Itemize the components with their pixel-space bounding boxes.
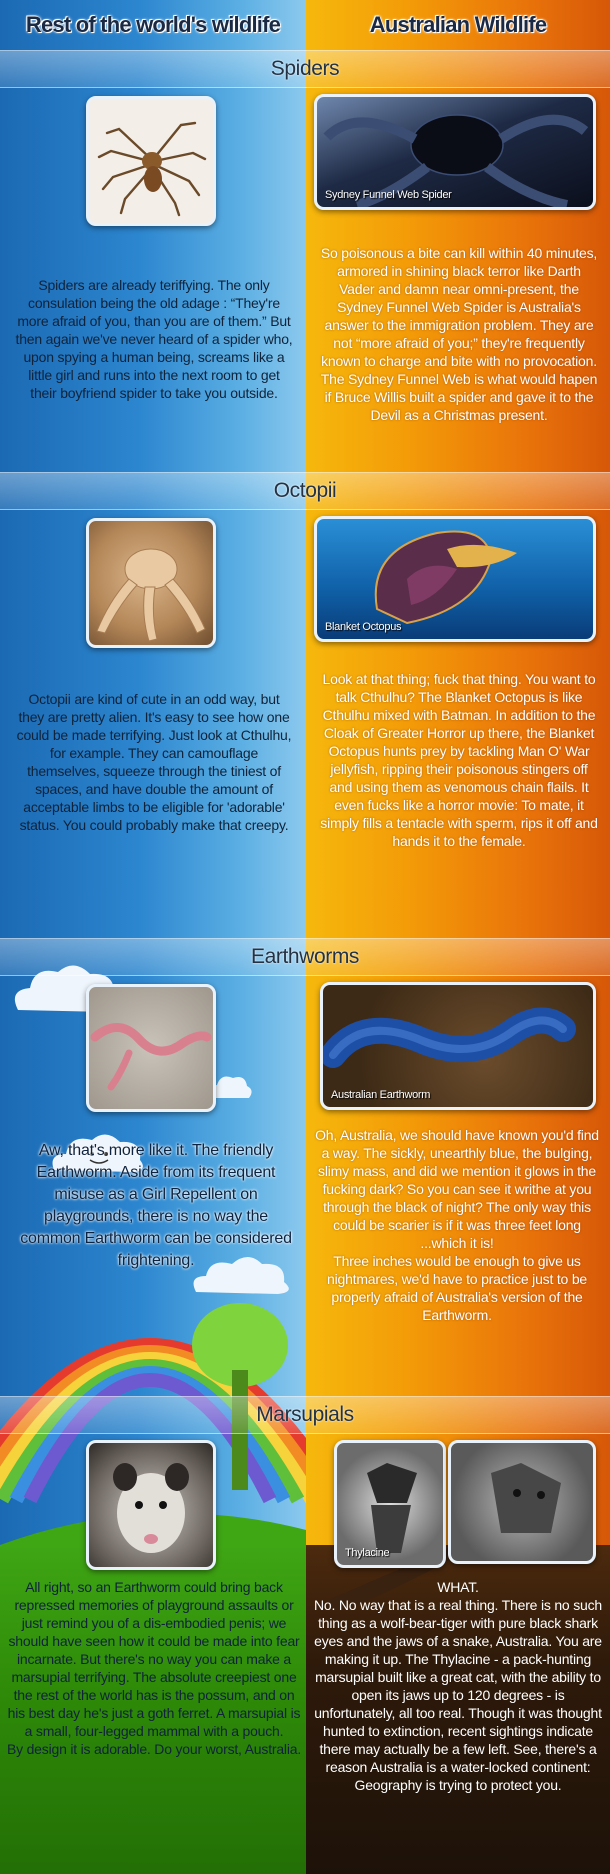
australian-earthworm-caption: Australian Earthworm xyxy=(331,1089,431,1101)
australian-earthworm-photo xyxy=(320,982,596,1110)
earthworms-right-text: Oh, Australia, we should have known you'd find a way. The sickly, unearthly blue, the bulging, slimy mass, and did we mention it glows in the fucking dark? So you can see it writhe at you through the black of night? The only way this could be scarier is if it was three feet long ...which it is! Three inches would be enough to give us nightmares, we'd have to practice just to be properly afraid of Australia's version of the Earthworm. xyxy=(315,1127,599,1323)
thylacine-photo-2 xyxy=(448,1440,596,1564)
possum-photo xyxy=(86,1440,216,1570)
funnel-web-caption: Sydney Funnel Web Spider xyxy=(325,189,452,201)
thylacine-photo-1 xyxy=(334,1440,446,1568)
octopii-left-text: Octopii are kind of cute in an odd way, but they are pretty alien. It's easy to see how one could be made terrifying. Just look at Cthulhu, for example. They can camouflage themselves, squeeze through the tiniest of spaces, and have double the amount of acceptable limbs to be eligible for 'adorable' status. You could probably make that creepy. xyxy=(16,691,292,833)
thylacine-head-icon xyxy=(451,1443,593,1561)
section-title-marsupials: Marsupials xyxy=(0,1396,610,1434)
octopii-right-text: Look at that thing; fuck that thing. You want to talk Cthulhu? The Blanket Octopus is like Cthulhu mixed with Batman. In addition to the Cloak of Greater Horror up there, the Blanket Octopus hunts prey by tackling Man O' War jellyfish, ripping their poisonous stingers off and using them as venomous chain flails. It even fucks like a horror movie: To mate, it simply fills a tentacle with sperm, rips it off and hands it to the female. xyxy=(320,671,598,849)
section-title-spiders: Spiders xyxy=(0,50,610,88)
earthworm-illustration-icon xyxy=(89,987,213,1109)
octopus-photo xyxy=(86,518,216,648)
octopus-illustration-icon xyxy=(89,521,213,645)
marsupials-right-text: WHAT. No. No way that is a real thing. There is no such thing as a wolf-bear-tiger with pure black shark eyes and the jaws of a snake, Australia. You are making it up. The Thylacine - a pack-hunting marsupial built like a great cat, with the ability to open its jaws up to 120 degrees - is unfortunately, all too real. Though it was thought hunted to extinction, recent sightings indicate there may actually be a few left. See, there's a reason Australia is a water-locked continent: Geography is trying to protect you. xyxy=(314,1579,602,1793)
section-title-earthworms: Earthworms xyxy=(0,938,610,976)
spider-photo xyxy=(86,96,216,226)
right-column-title: Australian Wildlife xyxy=(369,12,547,37)
left-column-title: Rest of the world's wildlife xyxy=(25,12,281,37)
spider-illustration-icon xyxy=(89,99,213,223)
possum-illustration-icon xyxy=(89,1443,213,1567)
earthworms-left-text: Aw, that's more like it. The friendly Earthworm. Aside from its frequent misuse as a Girl Repellent on playgrounds, there is no way the common Earthworm can be considered frightening. xyxy=(20,1142,292,1269)
blanket-octopus-caption: Blanket Octopus xyxy=(325,621,402,633)
spiders-left-text: Spiders are already teriffying. The only consulation being the old adage : “They're more afraid of you, than you are of them.” But then again we've never heard of a spider who, upon spying a human being, screams like a little girl and runs into the next room to get their boyfriend spider to take you outside. xyxy=(15,277,293,401)
spiders-right-text: So poisonous a bite can kill within 40 minutes, armored in shining black terror like Darth Vader and damn near omni-present, the Sydney Funnel Web Spider is Australia's answer to the immigration problem. They are not “more afraid of you;” they're frequently known to charge and bite with no provocation. The Sydney Funnel Web is what would hapen if Bruce Willis built a spider and gave it to the Devil as a Christmas present. xyxy=(320,245,598,423)
marsupials-left-text: All right, so an Earthworm could bring back repressed memories of playground assaults or just remind you of a dis-embodied penis; we should have seen how it could be made into fear incarnate. But there's no way you can make a marsupial terrifying. The absolute creepiest one the rest of the world has is the possum, and on his best day he's just a goth ferret. A marsupial is a small, four-legged mammal with a pouch. By design it is adorable. Do your worst, Australia. xyxy=(6,1579,302,1757)
funnel-web-spider-photo xyxy=(314,94,596,210)
section-title-octopii: Octopii xyxy=(0,472,610,510)
earthworm-photo xyxy=(86,984,216,1112)
thylacine-caption: Thylacine xyxy=(345,1547,390,1559)
blanket-octopus-photo xyxy=(314,516,596,642)
